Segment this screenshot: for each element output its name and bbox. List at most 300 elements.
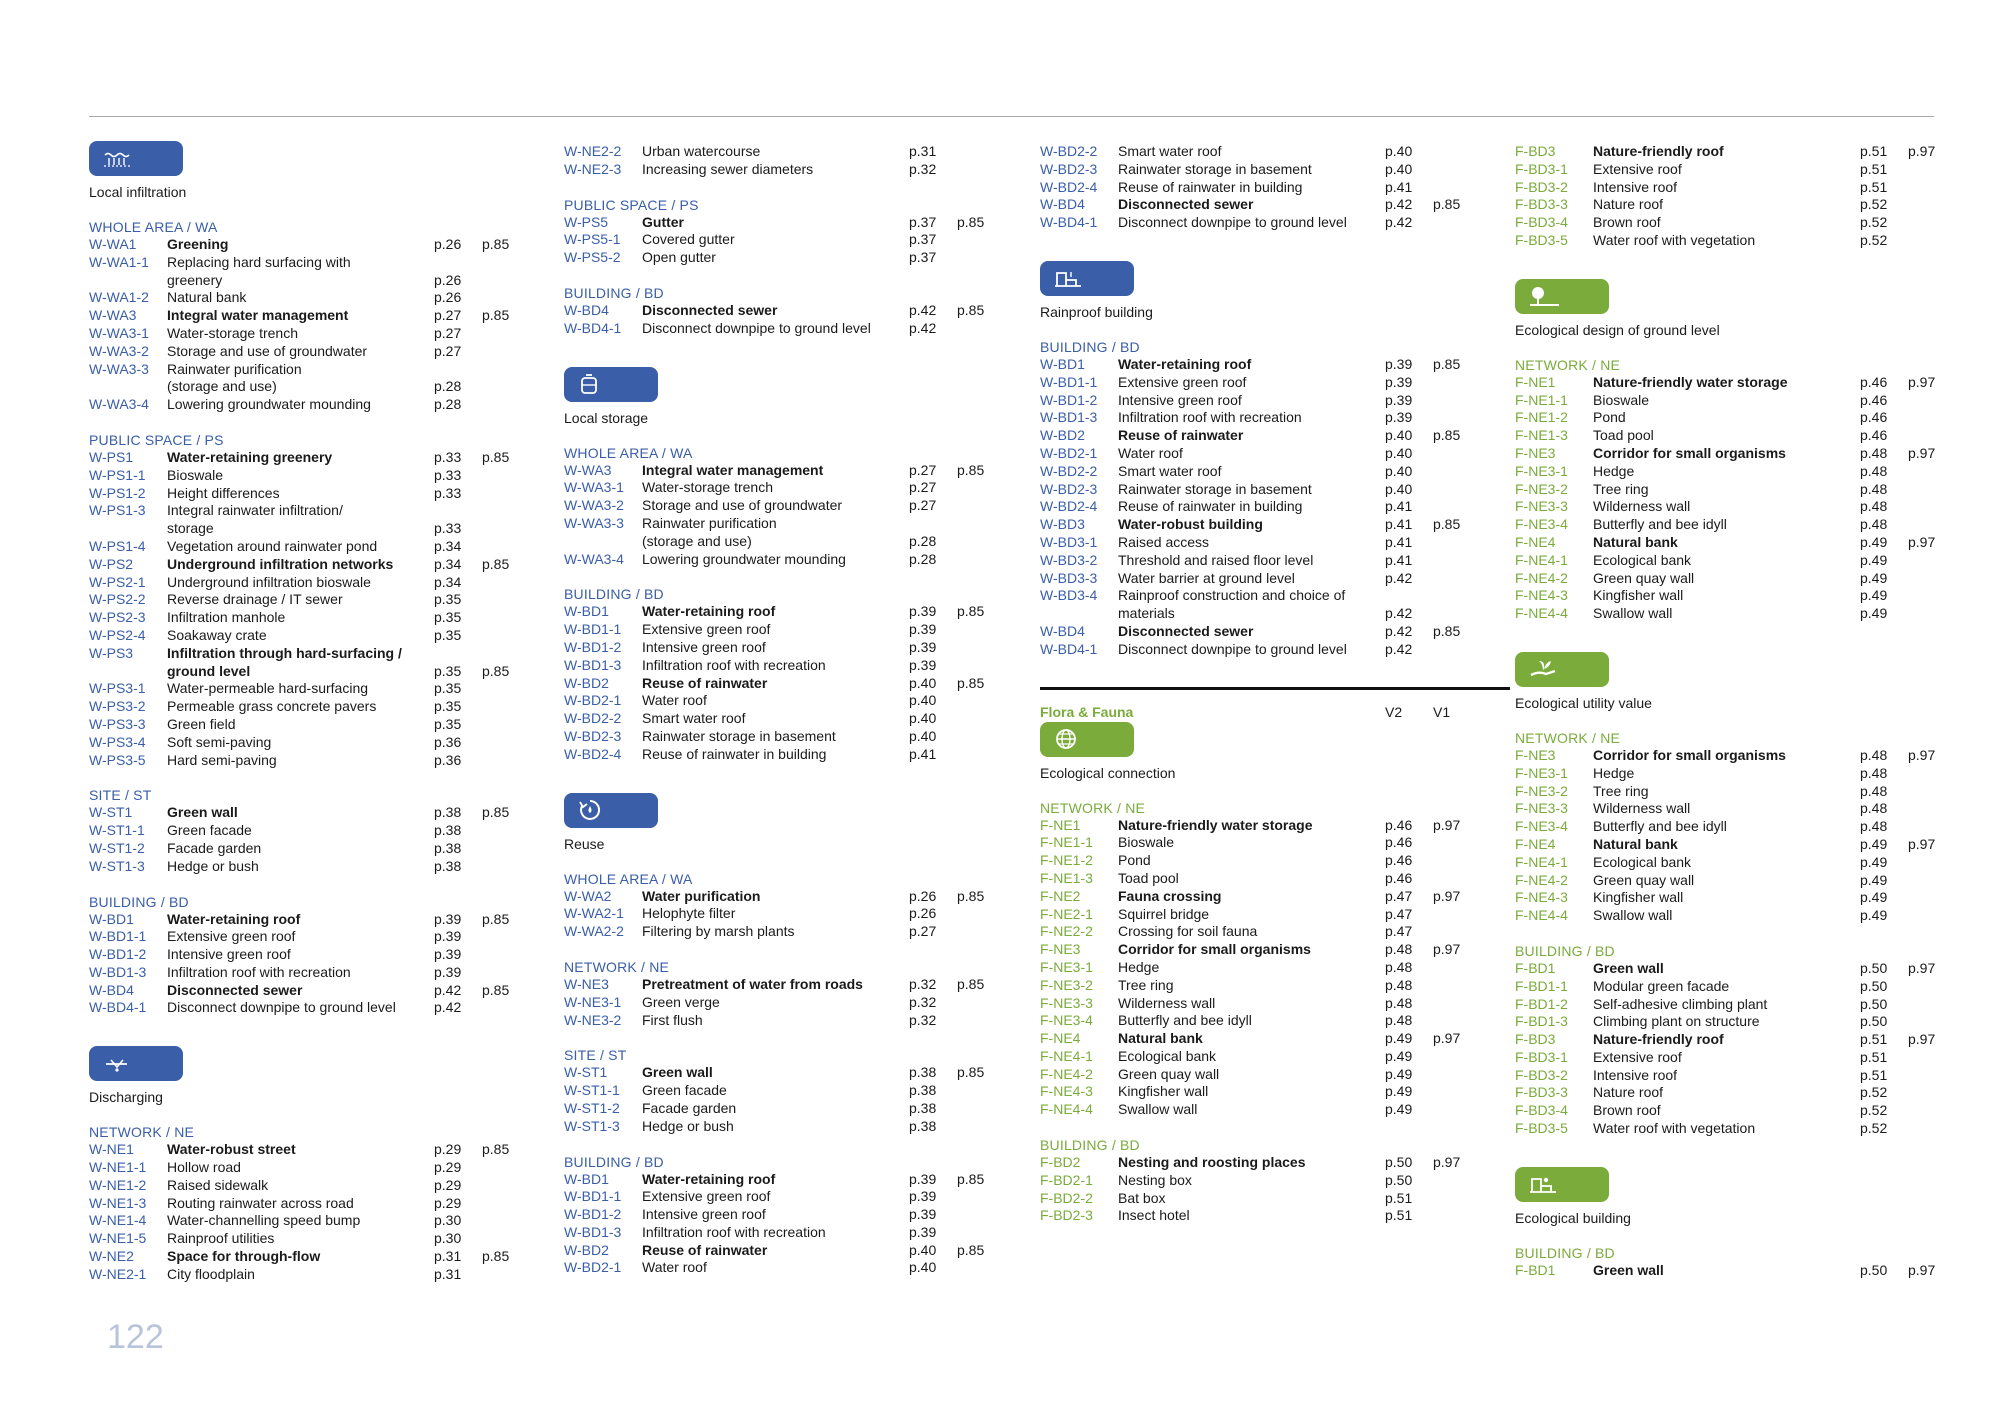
measure-name: Tree ring: [1118, 976, 1174, 993]
page-ref: p.52: [1860, 1102, 1888, 1119]
measure-name: Helophyte filter: [642, 905, 736, 922]
measure-row: [1040, 445, 1510, 463]
measure-row: [1040, 1048, 1510, 1066]
page-ref-secondary: [957, 728, 1007, 746]
measure-row: [89, 1212, 559, 1230]
measure-name: Pond: [1118, 852, 1151, 869]
measure-row: [1515, 800, 1985, 818]
measure-name: Intensive green roof: [642, 1206, 766, 1223]
measure-code: W-BD2-2: [564, 710, 622, 727]
group-heading: BUILDING / BD: [1515, 1244, 1615, 1261]
category-title: Ecological connection: [1040, 764, 1176, 781]
column-2: [564, 140, 1034, 1277]
measure-row: [1040, 1083, 1510, 1101]
measure-row: [89, 502, 559, 538]
measure-code: W-BD1-1: [564, 621, 622, 638]
measure-name: Hard semi-paving: [167, 751, 277, 768]
measure-name: Extensive green roof: [1118, 373, 1247, 390]
page-ref-secondary: [482, 485, 532, 503]
measure-row: [1515, 143, 1985, 161]
measure-code: W-ST1-1: [564, 1082, 620, 1099]
measure-code: F-BD1-1: [1515, 977, 1568, 994]
group-heading: PUBLIC SPACE / PS: [89, 431, 224, 448]
page-ref: p.40: [1385, 143, 1413, 159]
measure-name: Crossing for soil fauna: [1118, 923, 1258, 940]
category-title: Rainproof building: [1040, 303, 1153, 320]
measure-name: Raised access: [1118, 533, 1210, 550]
measure-code: F-NE3-1: [1040, 958, 1093, 975]
page-ref: p.30: [434, 1230, 462, 1247]
measure-code: W-BD2-4: [1040, 178, 1098, 195]
measure-row: [89, 680, 559, 698]
measure-row: [89, 1141, 559, 1159]
measure-row: [1515, 196, 1985, 214]
measure-code: W-WA3-1: [564, 479, 624, 496]
page-ref: p.48: [1860, 800, 1888, 817]
measure-name: Squirrel bridge: [1118, 905, 1210, 922]
top-rule: [89, 116, 1934, 117]
column-1: [89, 140, 559, 1284]
measure-code: W-BD1: [89, 910, 134, 927]
page-ref: p.49: [1385, 1030, 1413, 1047]
page-ref-secondary: p.97: [1433, 816, 1461, 833]
measure-code: W-NE3-1: [564, 993, 622, 1010]
measure-row: [564, 888, 1034, 906]
page-ref-secondary: [1908, 1084, 1958, 1102]
page-ref-secondary: [1908, 463, 1958, 481]
measure-row: [1515, 481, 1985, 499]
measure-name: Routing rainwater across road: [167, 1194, 354, 1211]
page-ref-secondary: [1433, 409, 1483, 427]
page-ref-secondary: p.97: [1433, 941, 1461, 958]
measure-code: W-BD4-1: [1040, 640, 1098, 657]
page-ref-secondary: [1433, 1207, 1483, 1225]
measure-code: W-BD4: [1040, 622, 1085, 639]
page-ref-secondary: [957, 231, 1007, 249]
measure-code: F-NE3-4: [1515, 516, 1568, 533]
page-ref-secondary: [1908, 1049, 1958, 1067]
page-ref-secondary: [957, 497, 1007, 515]
category-badge: [1515, 652, 1609, 687]
page-ref: p.26: [434, 289, 462, 306]
measure-code: F-BD2-3: [1040, 1207, 1093, 1224]
measure-name: Infiltration roof with recreation: [167, 963, 351, 980]
measure-row: [1515, 996, 1985, 1014]
page-ref-secondary: [1908, 552, 1958, 570]
measure-name: Ecological bank: [1118, 1047, 1217, 1064]
measure-name: Greening: [167, 236, 229, 252]
page-ref-secondary: [957, 692, 1007, 710]
category-title: Local storage: [564, 409, 649, 426]
category-ecological-utility-value: [1515, 652, 1985, 712]
measure-row: [564, 923, 1034, 941]
page-ref-secondary: [482, 928, 532, 946]
rainproof-building-icon: [1054, 268, 1084, 288]
page-ref-secondary: [482, 946, 532, 964]
measure-row: [564, 1188, 1034, 1206]
group-heading: BUILDING / BD: [1515, 942, 1615, 959]
measure-name: Nesting box: [1118, 1171, 1192, 1188]
measure-name: Green wall: [1593, 1261, 1664, 1278]
measure-code: F-NE2-2: [1040, 923, 1093, 940]
page-ref: p.40: [1385, 480, 1413, 497]
measure-name: City floodplain: [167, 1265, 255, 1282]
page-ref: p.38: [909, 1117, 937, 1134]
measure-group: [1040, 1136, 1510, 1225]
measure-name: Bioswale: [1118, 834, 1175, 851]
page-ref: p.27: [909, 479, 937, 496]
page-ref-secondary: p.85: [1433, 427, 1461, 444]
measure-name: Disconnected sewer: [642, 301, 778, 318]
page-ref-secondary: p.85: [957, 1064, 985, 1081]
page-ref: p.41: [1385, 498, 1413, 515]
measure-code: F-BD1: [1515, 959, 1556, 976]
spacer: [1515, 1138, 1985, 1166]
page-ref: p.52: [1860, 196, 1888, 213]
page-ref: p.40: [1385, 462, 1413, 479]
page-ref-secondary: [957, 1206, 1007, 1224]
measure-code: F-BD3: [1515, 1031, 1556, 1048]
page-ref-secondary: [1433, 906, 1483, 924]
measure-code: W-BD3: [1040, 516, 1085, 533]
page-ref-secondary: [957, 639, 1007, 657]
measure-row: [89, 556, 559, 574]
measure-row: [89, 716, 559, 734]
page-ref-secondary: [1433, 481, 1483, 499]
page-ref-secondary: [1908, 427, 1958, 445]
page-ref-secondary: [1908, 765, 1958, 783]
page-ref: p.40: [909, 692, 937, 709]
measure-name: Storage and use of groundwater: [642, 497, 843, 514]
category-rainproof-building: [1040, 261, 1510, 321]
measure-name: Space for through-flow: [167, 1248, 321, 1265]
measure-row: [1040, 959, 1510, 977]
page-ref-secondary: [1433, 463, 1483, 481]
page-ref: p.46: [1385, 852, 1413, 869]
measure-code: F-NE1-3: [1515, 427, 1568, 444]
page-ref: p.40: [909, 1259, 937, 1276]
measure-name: Extensive green roof: [642, 621, 771, 638]
measure-row: [564, 692, 1034, 710]
page-ref-secondary: [957, 994, 1007, 1012]
measure-name: Facade garden: [642, 1099, 737, 1116]
page-ref-secondary: [957, 1100, 1007, 1118]
group-heading: WHOLE AREA / WA: [89, 219, 218, 235]
page-ref: p.39: [909, 1206, 937, 1223]
page-ref-secondary: p.85: [482, 307, 510, 324]
measure-name: Hedge or bush: [167, 857, 259, 874]
page-ref-secondary: [482, 716, 532, 734]
measure-name: Water-retaining roof: [642, 603, 776, 620]
page-ref-secondary: [482, 1195, 532, 1213]
page-ref: p.46: [1385, 834, 1413, 851]
measure-row: [89, 946, 559, 964]
page-ref: p.38: [434, 839, 462, 856]
page-ref: p.48: [1860, 480, 1888, 497]
measure-name: Nature-friendly water storage: [1118, 816, 1313, 833]
measure-row: [1515, 1013, 1985, 1031]
measure-code: W-BD2-3: [564, 727, 622, 744]
measure-code: W-BD1-2: [564, 638, 622, 655]
page-ref-secondary: [957, 1224, 1007, 1242]
page-ref-secondary: p.97: [1908, 373, 1936, 390]
page-ref-secondary: [482, 734, 532, 752]
measure-name: Nature roof: [1593, 1084, 1664, 1101]
page-ref-secondary: p.85: [957, 1170, 985, 1187]
measure-row: [1515, 1031, 1985, 1049]
measure-code: W-PS5-1: [564, 231, 621, 248]
page-ref-secondary: [1433, 995, 1483, 1013]
page-ref: p.42: [1385, 622, 1413, 639]
page-ref: p.30: [434, 1212, 462, 1229]
spacer: [564, 764, 1034, 792]
measure-row: [89, 591, 559, 609]
measure-code: F-NE3: [1515, 746, 1556, 763]
page-ref: p.48: [1385, 958, 1413, 975]
measure-name: Reverse drainage / IT sewer: [167, 591, 343, 608]
measure-row: [564, 905, 1034, 923]
category-badge: [89, 141, 183, 176]
measure-name: Intensive green roof: [642, 638, 766, 655]
measure-name: Infiltration roof with recreation: [642, 1223, 826, 1240]
page-ref-secondary: [482, 680, 532, 698]
category-badge: [564, 793, 658, 828]
measure-row: [1040, 923, 1510, 941]
page-ref-secondary: [1908, 1067, 1958, 1085]
page-ref: p.42: [1385, 214, 1413, 231]
page-ref-secondary: [1433, 1012, 1483, 1030]
page-ref-secondary: [957, 923, 1007, 941]
page-ref-secondary: [1433, 923, 1483, 941]
measure-code: W-NE3-2: [564, 1011, 622, 1028]
measure-code: F-BD1: [1515, 1261, 1556, 1278]
tree-icon: [1529, 285, 1561, 307]
page-ref: p.49: [1860, 569, 1888, 586]
page-ref-secondary: [482, 502, 532, 538]
page-ref: p.28: [909, 550, 937, 567]
page-ref: p.38: [434, 857, 462, 874]
measure-name: Reuse of rainwater: [642, 1241, 768, 1258]
measure-code: F-NE4-4: [1040, 1101, 1093, 1118]
page-ref: p.28: [909, 532, 937, 549]
page-ref: p.40: [909, 674, 937, 691]
page-ref-secondary: [1908, 1013, 1958, 1031]
measure-code: W-NE2-2: [564, 143, 622, 159]
page-ref: p.48: [1860, 462, 1888, 479]
measure-code: W-ST1-3: [89, 857, 145, 874]
measure-name: Bioswale: [167, 466, 224, 483]
page-ref: p.46: [1860, 373, 1888, 390]
measure-row: [89, 1266, 559, 1284]
page-ref-secondary: [482, 325, 532, 343]
measure-row: [1515, 1262, 1985, 1280]
measure-row: [89, 538, 559, 556]
measure-code: F-NE4-1: [1515, 853, 1568, 870]
page-ref-secondary: [1908, 1102, 1958, 1120]
page-ref-secondary: [1908, 232, 1958, 250]
measure-row: [564, 1259, 1034, 1277]
measure-group: [564, 196, 1034, 267]
page-ref-secondary: [482, 609, 532, 627]
measure-code: W-BD1: [564, 1170, 609, 1187]
measure-code: W-WA3-2: [89, 342, 149, 359]
measure-name: Pond: [1593, 409, 1626, 426]
page-ref-secondary: p.97: [1908, 959, 1936, 976]
page-ref-secondary: [957, 320, 1007, 338]
measure-code: F-BD3-5: [1515, 231, 1568, 248]
measure-row: [1040, 161, 1510, 179]
measure-row: [1515, 374, 1985, 392]
measure-row: [89, 645, 559, 681]
page-ref-secondary: [1908, 872, 1958, 890]
page-ref-secondary: p.97: [1908, 835, 1936, 852]
page-ref: p.29: [434, 1141, 462, 1158]
group-heading: NETWORK / NE: [1040, 799, 1146, 816]
measure-name: Corridor for small organisms: [1593, 746, 1786, 763]
measure-row: [1040, 852, 1510, 870]
measure-name: Toad pool: [1118, 869, 1179, 886]
page-ref: p.37: [909, 231, 937, 248]
page-ref-secondary: p.85: [957, 674, 985, 691]
page-ref: p.49: [1860, 587, 1888, 604]
measure-name: Smart water roof: [1118, 462, 1222, 479]
page-ref: p.32: [909, 993, 937, 1010]
measure-code: W-WA2-2: [564, 923, 624, 940]
measure-code: F-BD3-3: [1515, 196, 1568, 213]
page-ref-secondary: [957, 746, 1007, 764]
measure-row: [1515, 232, 1985, 250]
page-ref: p.39: [1385, 391, 1413, 408]
measure-group: [564, 870, 1034, 941]
page-ref-secondary: p.85: [957, 603, 985, 620]
page-ref-secondary: p.85: [1433, 355, 1461, 372]
measure-group: [564, 143, 1034, 179]
measure-name: Nature roof: [1593, 196, 1664, 213]
page-ref: p.26: [909, 887, 937, 904]
page-ref-secondary: [482, 858, 532, 876]
measure-row: [89, 752, 559, 770]
page-ref: p.39: [1385, 355, 1413, 372]
page-ref: p.50: [1860, 977, 1888, 994]
page-ref: p.40: [909, 727, 937, 744]
measure-code: W-WA2-1: [564, 905, 624, 922]
measure-name: Natural bank: [1593, 835, 1678, 852]
page-ref-secondary: [1433, 977, 1483, 995]
measure-group: [564, 958, 1034, 1029]
version-1-label: V1: [1433, 703, 1451, 720]
measure-code: W-BD1: [1040, 355, 1085, 372]
measure-code: W-PS1: [89, 448, 134, 465]
page-ref-secondary: p.85: [957, 1241, 985, 1258]
measure-row: [1040, 409, 1510, 427]
page-ref-secondary: [1908, 516, 1958, 534]
measure-row: [89, 236, 559, 254]
page-ref: p.39: [909, 638, 937, 655]
measure-name: Extensive green roof: [642, 1188, 771, 1205]
page-ref-secondary: [1433, 1101, 1483, 1119]
measure-row: [89, 1248, 559, 1266]
measure-name: Water-retaining roof: [642, 1170, 776, 1187]
measure-name: Wilderness wall: [1118, 994, 1216, 1011]
measure-code: F-NE4-3: [1040, 1083, 1093, 1100]
measure-code: W-NE2-3: [564, 160, 622, 177]
page-ref: p.37: [909, 213, 937, 230]
page-ref: p.48: [1860, 818, 1888, 835]
page-ref-secondary: [1433, 498, 1483, 516]
measure-name: Height differences: [167, 484, 280, 501]
page-ref-secondary: [482, 538, 532, 556]
measure-group: [89, 786, 559, 875]
category-title: Ecological utility value: [1515, 694, 1652, 711]
page-ref-secondary: [482, 396, 532, 414]
category-badge: [1040, 261, 1134, 296]
measure-row: [89, 822, 559, 840]
page-ref: p.52: [1860, 214, 1888, 231]
measure-group: [1515, 356, 1985, 623]
page-ref: p.31: [434, 1265, 462, 1282]
measure-code: F-NE3-2: [1515, 480, 1568, 497]
page-ref-secondary: [957, 1259, 1007, 1277]
measure-code: W-BD2: [1040, 427, 1085, 444]
infiltration-icon: [103, 151, 133, 167]
measure-name: Tree ring: [1593, 480, 1649, 497]
page-ref: p.39: [1385, 373, 1413, 390]
measure-row: [564, 214, 1034, 232]
measure-row: [89, 307, 559, 325]
page-ref-secondary: p.85: [482, 1141, 510, 1158]
measure-row: [564, 976, 1034, 994]
page-ref-secondary: [1908, 481, 1958, 499]
measure-row: [1040, 498, 1510, 516]
measure-row: [1515, 463, 1985, 481]
measure-code: W-BD4: [564, 301, 609, 318]
page-ref: p.51: [1860, 143, 1888, 159]
measure-row: [89, 627, 559, 645]
measure-code: W-BD1-3: [564, 1223, 622, 1240]
measure-name: Green wall: [1593, 959, 1664, 976]
measure-code: W-WA3-3: [89, 360, 149, 377]
measure-code: W-WA3-4: [89, 396, 149, 413]
measure-code: F-NE4: [1040, 1030, 1081, 1047]
page-ref-secondary: [1433, 214, 1483, 232]
category-ecological-connection: [1040, 722, 1510, 782]
measure-code: W-PS3: [89, 644, 134, 661]
measure-row: [89, 449, 559, 467]
measure-name: Underground infiltration bioswale: [167, 573, 371, 590]
page-ref: p.51: [1860, 1066, 1888, 1083]
page-ref-secondary: p.97: [1908, 533, 1936, 550]
measure-row: [564, 1118, 1034, 1136]
measure-name: Disconnect downpipe to ground level: [167, 999, 396, 1016]
page-ref-secondary: p.85: [1433, 196, 1461, 213]
measure-row: [1515, 427, 1985, 445]
page-ref: p.48: [1860, 746, 1888, 763]
measure-row: [1040, 817, 1510, 835]
measure-row: [1040, 196, 1510, 214]
measure-code: F-NE4-2: [1515, 871, 1568, 888]
measure-code: W-BD2: [564, 674, 609, 691]
page-ref-secondary: p.85: [957, 975, 985, 992]
measure-code: F-NE3-2: [1040, 976, 1093, 993]
page-ref: p.29: [434, 1159, 462, 1176]
measure-name: Butterfly and bee idyll: [1118, 1012, 1252, 1029]
page-ref: p.26: [434, 271, 462, 288]
page-ref: p.48: [1860, 444, 1888, 461]
measure-name: Corridor for small organisms: [1593, 444, 1786, 461]
page-ref-secondary: [1908, 196, 1958, 214]
measure-row: [1040, 906, 1510, 924]
measure-code: W-PS2-1: [89, 573, 146, 590]
